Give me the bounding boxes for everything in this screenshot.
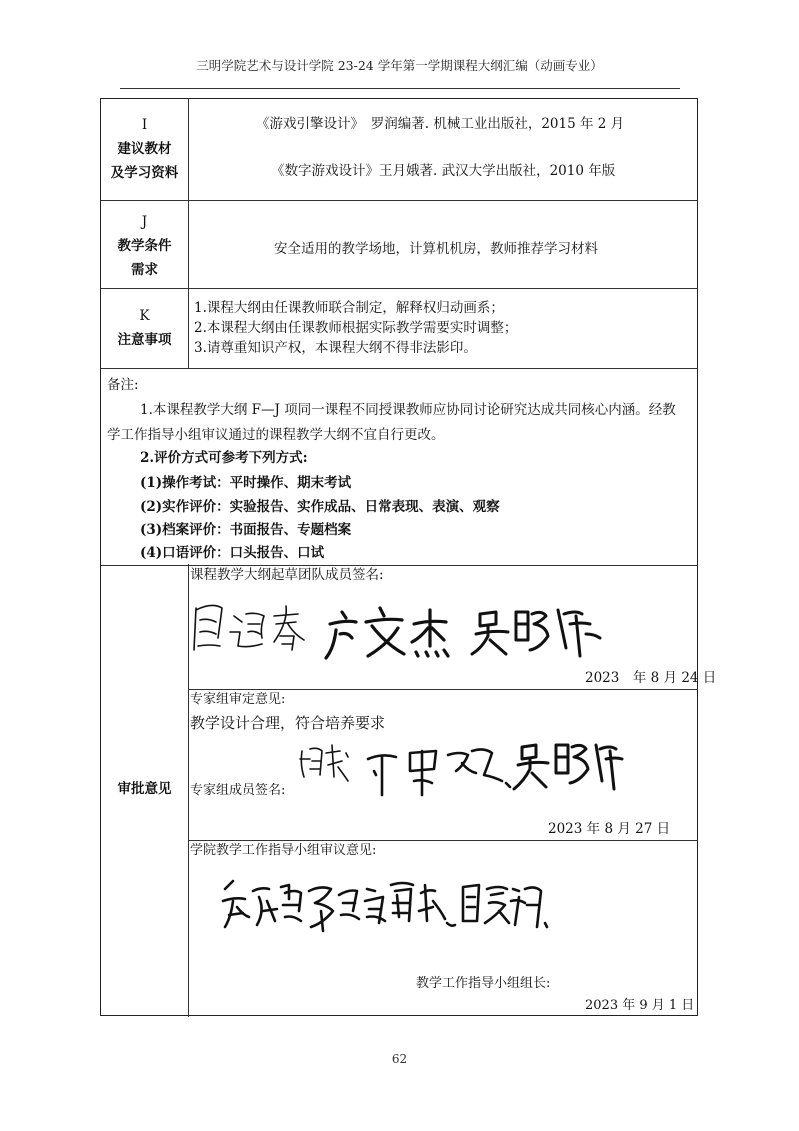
drafting-date: 2023 年 8 月 24 日 bbox=[585, 670, 717, 686]
approval-label: 审批意见 bbox=[117, 781, 172, 797]
expert-members-signature bbox=[296, 731, 626, 799]
drafting-team-signature bbox=[190, 594, 610, 674]
section-j-title-line2: 需求 bbox=[131, 262, 158, 278]
notes-paragraph-1-line-1: 1.本课程教学大纲 F—J 项同一课程不同授课教师应协同讨论研究达成共同核心内涵。经教 bbox=[140, 402, 676, 418]
syllabus-table bbox=[100, 98, 717, 1016]
row-divider bbox=[101, 288, 697, 289]
evaluation-method-4: (4)口语评价：口头报告、口试 bbox=[140, 545, 325, 561]
section-i-label bbox=[101, 113, 188, 185]
textbook-item-2: 《数字游戏设计》王月娥著. 武汉大学出版社，2010 年版 bbox=[271, 163, 616, 179]
section-i-code: I bbox=[141, 117, 148, 133]
notes-paragraph-2-title: 2.评价方式可参考下列方式: bbox=[140, 450, 308, 466]
expert-opinion: 教学设计合理，符合培养要求 bbox=[190, 714, 386, 732]
notes-title: 备注: bbox=[107, 377, 139, 393]
section-j-label bbox=[101, 210, 188, 282]
leader-label: 教学工作指导小组组长: bbox=[416, 976, 551, 991]
college-opinion-handwriting bbox=[219, 871, 549, 937]
expert-members-label: 专家组成员签名: bbox=[190, 783, 286, 798]
page-header: 三明学院艺术与设计学院 23-24 学年第一学期课程大纲汇编（动画专业） bbox=[196, 58, 603, 73]
section-i-title-line1: 建议教材 bbox=[117, 141, 172, 157]
page-number: 62 bbox=[391, 1052, 408, 1066]
teaching-conditions-text: 安全适用的教学场地，计算机机房，教师推荐学习材料 bbox=[274, 241, 598, 257]
notice-item-2: 2.本课程大纲由任课教师根据实际教学需要实时调整； bbox=[194, 320, 518, 336]
notice-item-3: 3.请尊重知识产权，本课程大纲不得非法影印。 bbox=[194, 340, 477, 356]
evaluation-method-2: (2)实作评价：实验报告、实作成品、日常表现、表演、观察 bbox=[140, 499, 500, 515]
header-rule bbox=[120, 88, 680, 89]
college-date: 2023 年 9 月 1 日 bbox=[585, 998, 695, 1013]
section-j-code: J bbox=[141, 214, 148, 230]
section-i-title-line2: 及学习资料 bbox=[110, 165, 179, 181]
notes-paragraph-1-line-2: 学工作指导小组审议通过的课程教学大纲不宜自行更改。 bbox=[107, 427, 445, 443]
section-k-code: K bbox=[139, 308, 150, 324]
drafting-team-title: 课程教学大纲起草团队成员签名: bbox=[190, 567, 384, 583]
section-k-label bbox=[101, 304, 188, 352]
textbook-item-1: 《游戏引擎设计》 罗润编著. 机械工业出版社，2015 年 2 月 bbox=[256, 116, 625, 132]
evaluation-method-1: (1)操作考试：平时操作、期末考试 bbox=[140, 475, 352, 491]
section-k-title: 注意事项 bbox=[117, 332, 172, 348]
row-divider bbox=[101, 200, 697, 201]
college-review-title: 学院教学工作指导小组审议意见: bbox=[190, 843, 377, 858]
row-divider bbox=[101, 368, 697, 369]
expert-date: 2023 年 8 月 27 日 bbox=[548, 821, 671, 837]
evaluation-method-3: (3)档案评价：书面报告、专题档案 bbox=[140, 522, 352, 538]
section-j-title-line1: 教学条件 bbox=[117, 238, 172, 254]
expert-review-title: 专家组审定意见: bbox=[190, 692, 286, 707]
notice-item-1: 1.课程大纲由任课教师联合制定，解释权归动画系； bbox=[194, 300, 504, 316]
